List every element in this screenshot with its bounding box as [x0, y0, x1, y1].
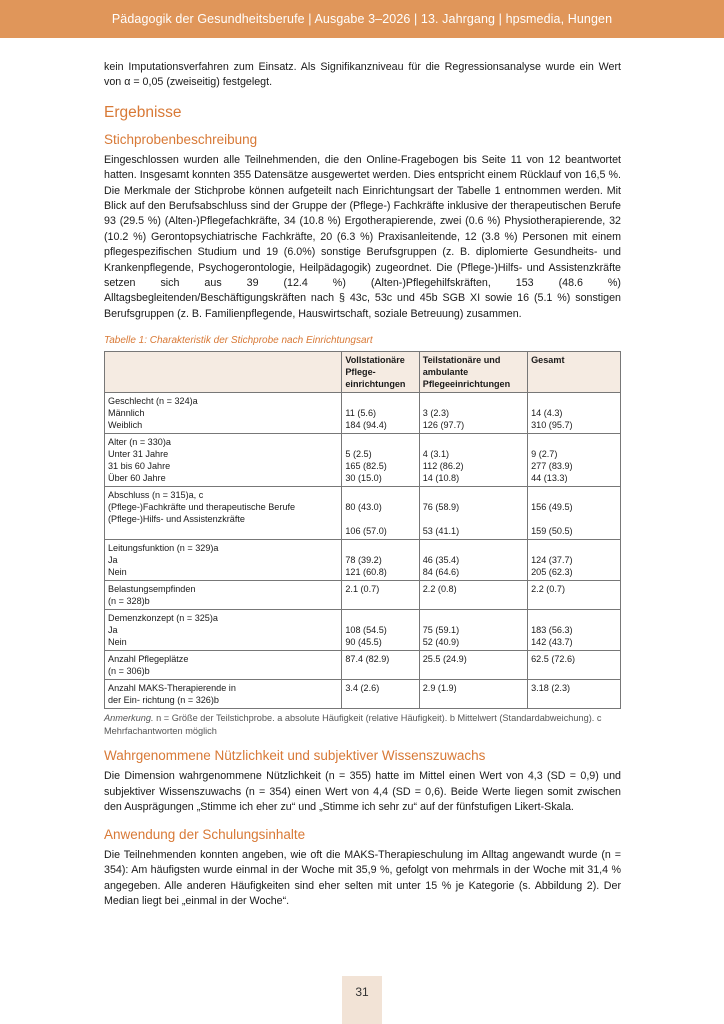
table-row-label-cell	[105, 651, 342, 680]
table-value-line: 46 (35.4)	[422, 555, 460, 566]
table-label-line: Nein	[108, 567, 127, 578]
table-row	[105, 651, 621, 680]
table-value-cell	[419, 651, 527, 680]
table-value-line: 184 (94.4)	[345, 420, 387, 431]
table-value-line	[423, 542, 524, 554]
table-value-line: 277 (83.9)	[531, 461, 573, 472]
table-value-line	[531, 694, 617, 706]
table-value-line: 11 (5.6)	[345, 408, 377, 419]
table-value-line: 159 (50.5)	[531, 526, 573, 537]
table-value-line: 78 (39.2)	[345, 555, 382, 566]
table-value-line: 2.9 (1.9)	[422, 683, 457, 694]
table-value-cell	[342, 434, 419, 487]
table-value-line	[345, 612, 415, 624]
table-value-cell	[528, 651, 621, 680]
table-note	[104, 712, 621, 737]
section-heading-results: Ergebnisse	[104, 103, 182, 121]
table-value-line: 112 (86.2)	[422, 461, 464, 472]
table-row	[105, 581, 621, 610]
table-label-line: Anzahl MAKS-Therapierende in	[108, 683, 236, 694]
table-value-line: 121 (60.8)	[345, 567, 387, 578]
table-value-cell	[419, 540, 527, 581]
table-label-line: Ja	[108, 555, 118, 566]
table-value-line	[423, 436, 524, 448]
table-value-line	[423, 513, 524, 525]
table-row-label-cell	[105, 680, 342, 709]
table-value-line: 2.2 (0.7)	[531, 584, 565, 595]
table-value-line: 3.4 (2.6)	[345, 683, 380, 694]
table-row-label-cell	[105, 487, 342, 540]
table-value-line	[345, 694, 415, 706]
table-label-line: Alter (n = 330)a	[108, 437, 171, 448]
table-value-line: 87.4 (82.9)	[345, 654, 390, 665]
table-label-line: (Pflege-)Hilfs- und Assistenzkräfte	[108, 514, 245, 525]
table-value-line: 3 (2.3)	[422, 408, 450, 419]
table-label-line: Nein	[108, 637, 127, 648]
table-note-text: n = Größe der Teilstichprobe. a absolute Häufigkeit (relative Häufigkeit). b Mittelwert (Standardabweichung). c Mehrfachantworten möglich	[104, 713, 602, 736]
sample-description-paragraph: Eingeschlossen wurden alle Teilnehmenden, die den Online-Fragebogen bis Seite 11 von 12 beantwortet hatten. Insgesamt konnten 355 Datensätze ausgewertet werden. Dies entspricht einem Rücklauf von 16,5 %. Die Merkmale der Stichprobe können aufgeteilt nach Einrichtungsart der Tabelle 1 entnommen werden. Mit Blick auf den Berufsabschluss sind der Gruppe der (Pflege-) Fachkräfte inklusive der therapeutischen Berufe 93 (29.5 %) (Alten-)Pflegefachkräfte, 34 (10.8 %) Ergotherapierende, zwei (0.6 %) Physiotherapierende, 32 (10.2 %) Gerontopsychiatrische Fachkräfte, 20 (6.3 %) Praxisanleitende, 12 (3.8 %) Personen mit einem pflegespezifischen Studium und 19 (6.0%) sonstige Berufsgruppen (z. B. diplomierte Gesundheits- und Krankenpflegende, Psychogerontologie, Heilpädagogik) zugeordnet. Die (Pflege-)Hilfs- und Assistenzkräfte setzen sich aus 39 (12.4 %) (Alten-)Pflegehilfskräften, 153 (48.6 %) Alltagsbegleitenden/Beschäftigungskräften nach § 43c, 53c und 45b SGB XI sowie 16 (5.1 %) sonstigen Berufsgruppen (z. B. Familienpflegende, Hauswirtschaft, soziale Betreuung) zusammen.	[104, 153, 621, 320]
table-row	[105, 487, 621, 540]
table-value-line	[345, 542, 415, 554]
table-label-line: Männlich	[108, 408, 145, 419]
table-label-line: Demenzkonzept (n = 325)a	[108, 613, 218, 624]
table-value-line: 142 (43.7)	[531, 637, 573, 648]
table-value-line	[423, 694, 524, 706]
table-row-label-cell	[105, 610, 342, 651]
table-value-cell	[419, 434, 527, 487]
table-value-cell	[342, 487, 419, 540]
table-row	[105, 540, 621, 581]
table-row	[105, 434, 621, 487]
sample-characteristics-table	[104, 351, 621, 709]
table-value-line: 2.2 (0.8)	[422, 584, 457, 595]
table-label-line: Anzahl Pflegeplätze	[108, 654, 189, 665]
table-note-label: Anmerkung.	[104, 713, 154, 724]
table-value-line: 108 (54.5)	[345, 625, 387, 636]
table-value-line: 80 (43.0)	[345, 502, 382, 513]
table-value-line: 2.1 (0.7)	[345, 584, 380, 595]
table-header-blank	[105, 352, 342, 393]
running-title: Pädagogik der Gesundheitsberufe | Ausgabe 3–2026 | 13. Jahrgang | hpsmedia, Hungen	[111, 12, 613, 26]
table-value-line: 156 (49.5)	[531, 502, 573, 513]
table-value-line: 90 (45.5)	[345, 637, 382, 648]
table-value-line: 14 (10.8)	[422, 473, 460, 484]
table-value-line	[423, 612, 524, 624]
table-value-line: 310 (95.7)	[531, 420, 573, 431]
table-value-line	[531, 612, 617, 624]
table-value-line	[531, 489, 617, 501]
table-value-line: 3.18 (2.3)	[531, 683, 571, 694]
table-header-col3: Gesamt	[528, 352, 621, 393]
table-value-cell	[528, 487, 621, 540]
table-value-line: 205 (62.3)	[531, 567, 573, 578]
table-header-row	[105, 352, 621, 393]
table-value-line	[423, 489, 524, 501]
table-row	[105, 393, 621, 434]
table-value-line	[531, 436, 617, 448]
running-header	[0, 0, 724, 38]
table-value-cell	[419, 393, 527, 434]
table-value-line: 126 (97.7)	[422, 420, 465, 431]
table-value-cell	[528, 680, 621, 709]
section-heading-benefit: Wahrgenommene Nützlichkeit und subjektiver Wissenszuwachs	[104, 748, 486, 764]
table-value-line	[345, 489, 415, 501]
benefit-paragraph: Die Dimension wahrgenommene Nützlichkeit (n = 355) hatte im Mittel einen Wert von 4,3 (SD = 0,9) und subjektiver Wissenszuwachs (n = 354) einen Wert von 4,4 (SD = 0,6). Beide Werte liegen somit zwischen den Ausprägungen „Stimme ich eher zu“ und „Stimme ich sehr zu“ auf der fünfstufigen Likert-Skala.	[104, 770, 621, 814]
table-label-line: Leitungsfunktion (n = 329)a	[108, 543, 219, 554]
table-value-line	[345, 595, 415, 607]
table-row-label-cell	[105, 434, 342, 487]
table-label-line: (n = 328)b	[108, 596, 150, 607]
table-value-line: 14 (4.3)	[531, 408, 563, 419]
table-label-line: (Pflege-)Fachkräfte und therapeutische Berufe	[108, 502, 296, 513]
table-row	[105, 680, 621, 709]
subsection-heading-sample: Stichprobenbeschreibung	[104, 131, 258, 147]
table-value-line: 4 (3.1)	[422, 449, 450, 460]
table-value-line	[531, 395, 617, 407]
page-content	[104, 60, 621, 909]
table-label-line: Über 60 Jahre	[108, 473, 166, 484]
table-value-line: 62.5 (72.6)	[531, 654, 576, 665]
intro-paragraph: kein Imputationsverfahren zum Einsatz. Als Signifikanzniveau für die Regressionsanalyse wurde ein Wert von α = 0,05 (zweiseitig) festgelegt.	[104, 61, 621, 89]
table-value-line: 75 (59.1)	[422, 625, 460, 636]
table-value-cell	[342, 393, 419, 434]
table-value-line: 53 (41.1)	[422, 526, 460, 537]
table-value-line	[531, 665, 617, 677]
table-value-line	[345, 665, 415, 677]
table-value-line	[531, 513, 617, 525]
table-value-cell	[419, 610, 527, 651]
table-value-cell	[342, 680, 419, 709]
table-body	[105, 393, 621, 709]
table-value-cell	[342, 581, 419, 610]
table-label-line: der Ein- richtung (n = 326)b	[108, 695, 219, 706]
section-heading-application: Anwendung der Schulungsinhalte	[104, 826, 306, 842]
table-value-line	[531, 542, 617, 554]
table-value-line	[345, 395, 415, 407]
table-value-cell	[342, 540, 419, 581]
table-value-line: 183 (56.3)	[531, 625, 573, 636]
table-label-line: 31 bis 60 Jahre	[108, 461, 171, 472]
table-value-cell	[528, 610, 621, 651]
table-value-line	[345, 513, 415, 525]
table-label-line: Abschluss (n = 315)a, c	[108, 490, 204, 501]
table-value-line	[531, 595, 617, 607]
table-value-cell	[528, 434, 621, 487]
table-value-line: 30 (15.0)	[345, 473, 382, 484]
table-caption: Tabelle 1: Charakteristik der Stichprobe nach Einrichtungsart	[104, 335, 373, 347]
table-value-line: 5 (2.5)	[345, 449, 372, 460]
table-row-label-cell	[105, 393, 342, 434]
table-value-line	[423, 595, 524, 607]
table-value-line: 76 (58.9)	[422, 502, 460, 513]
table-value-cell	[342, 651, 419, 680]
table-value-line: 52 (40.9)	[422, 637, 460, 648]
table-label-line: Ja	[108, 625, 118, 636]
table-label-line: Belastungsempfinden	[108, 584, 196, 595]
table-value-cell	[342, 610, 419, 651]
table-row-label-cell	[105, 540, 342, 581]
table-label-line: Geschlecht (n = 324)a	[108, 396, 198, 407]
table-label-line	[108, 525, 338, 537]
table-value-line	[423, 665, 524, 677]
table-value-line	[345, 436, 415, 448]
table-value-cell	[528, 393, 621, 434]
table-row	[105, 610, 621, 651]
application-paragraph: Die Teilnehmenden konnten angeben, wie oft die MAKS-Therapieschulung im Alltag angewandt wurde (n = 354): Am häufigsten wurde einmal in der Woche mit 35,9 %, gefolgt von mehrmals in der Woche mit 31,4 % angegeben. Alle anderen Häufigkeiten sind eher selten mit unter 15 % je Kategorie (s. Abbildung 2). Der Median liegt bei „einmal in der Woche“.	[104, 848, 621, 907]
table-value-cell	[419, 581, 527, 610]
page-number: 31	[342, 976, 382, 1024]
table-value-cell	[528, 540, 621, 581]
table-value-cell	[419, 680, 527, 709]
table-row-label-cell	[105, 581, 342, 610]
table-value-cell	[419, 487, 527, 540]
table-value-line	[423, 395, 524, 407]
table-value-line: 124 (37.7)	[531, 555, 573, 566]
table-label-line: (n = 306)b	[108, 666, 150, 677]
table-label-line: Unter 31 Jahre	[108, 449, 169, 460]
table-value-line: 44 (13.3)	[531, 473, 568, 484]
table-header-col1: Vollstationäre Pflege- einrichtungen	[342, 352, 419, 393]
table-label-line: Weiblich	[108, 420, 143, 431]
table-value-line: 106 (57.0)	[345, 526, 387, 537]
table-value-line: 25.5 (24.9)	[422, 654, 467, 665]
table-value-line: 9 (2.7)	[531, 449, 558, 460]
table-value-cell	[528, 581, 621, 610]
table-value-line: 165 (82.5)	[345, 461, 387, 472]
table-value-line: 84 (64.6)	[422, 567, 460, 578]
table-header-col2: Teilstationäre und ambulante Pflegeeinrichtungen	[419, 352, 527, 393]
